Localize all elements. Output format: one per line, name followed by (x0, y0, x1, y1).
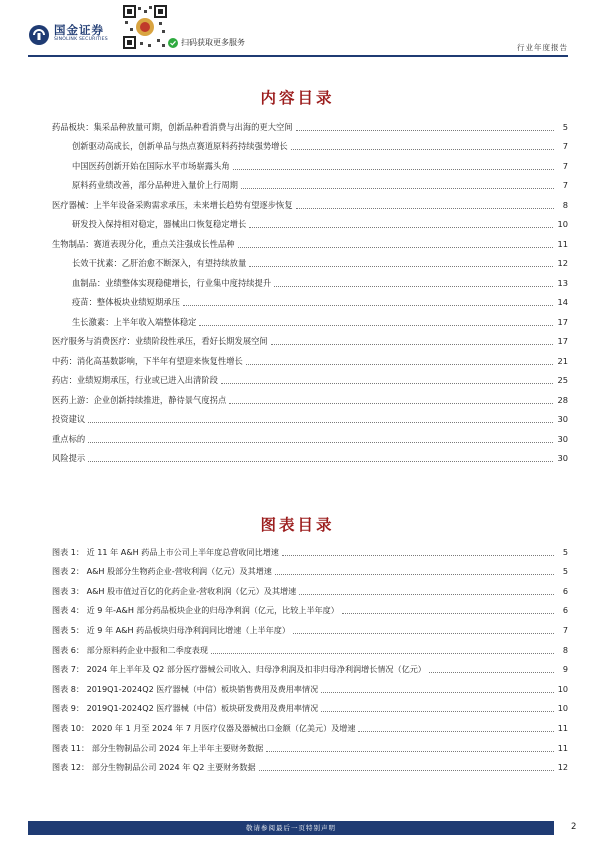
figure-entry-page: 6 (562, 605, 568, 616)
figure-dot-leader (342, 613, 554, 614)
toc-entry-title: 医疗器械：上半年设备采购需求承压，未来增长趋势有望逐步恢复 (52, 199, 293, 210)
figure-dot-leader (321, 711, 554, 712)
toc-entry[interactable] (52, 308, 568, 328)
brand-logo (28, 22, 128, 48)
toc-dot-leader (249, 227, 553, 228)
toc-entry[interactable] (52, 445, 568, 465)
footer-disclaimer: 敬请参阅最后一页特别声明 (246, 824, 336, 832)
footer-bar (28, 821, 554, 835)
toc-entry-title: 重点标的 (52, 433, 86, 444)
toc-entry-title: 中国医药创新开始在国际水平市场崭露头角 (72, 160, 230, 171)
toc-entry-page: 25 (557, 375, 568, 385)
figure-entry[interactable] (52, 616, 568, 636)
toc-dot-leader (249, 266, 553, 267)
toc-dot-leader (274, 286, 553, 287)
toc-entry-page: 7 (562, 160, 568, 171)
figure-entry[interactable] (52, 734, 568, 754)
toc-entry[interactable] (52, 328, 568, 348)
toc-entry-page: 12 (557, 258, 568, 268)
toc-entry[interactable] (52, 191, 568, 211)
toc-entry-page: 30 (557, 414, 568, 424)
toc-entry[interactable] (52, 269, 568, 289)
toc-entry-title: 药品板块：集采品种放量可期，创新品种看消费与出海的更大空间 (52, 121, 293, 132)
toc-entry[interactable] (52, 113, 568, 133)
toc-entry-title: 创新驱动高成长，创新单品与热点赛道原料药持续强势增长 (72, 141, 288, 151)
figure-entry-page: 10 (557, 683, 568, 694)
figure-entry[interactable] (52, 656, 568, 676)
toc-entry[interactable] (52, 152, 568, 172)
toc-entry[interactable] (52, 250, 568, 270)
figure-dot-leader (321, 692, 554, 693)
toc-entry[interactable] (52, 211, 568, 231)
figure-dot-leader (293, 633, 554, 634)
figure-entry-title: 图表 9： 2019Q1-2024Q2 医疗器械（中信）板块研发费用及费用率情况 (52, 703, 319, 714)
toc-entry[interactable] (52, 386, 568, 406)
header-divider (28, 55, 568, 57)
toc-entry[interactable] (52, 230, 568, 250)
toc-entry-page: 13 (557, 277, 568, 288)
toc-entry-page: 30 (557, 453, 568, 463)
toc-dot-leader (199, 325, 553, 326)
figure-entry[interactable] (52, 558, 568, 578)
figure-entry-title: 图表 10： 2020 年 1 月至 2024 年 7 月医疗仪器及器械出口金额（亿美元）及增速 (52, 722, 356, 733)
toc-dot-leader (238, 247, 554, 248)
qr-code-icon[interactable] (122, 4, 168, 50)
figure-dot-leader (299, 594, 554, 595)
scan-qr-text: 扫码获取更多服务 (181, 38, 245, 47)
toc-dot-leader (221, 383, 553, 384)
wechat-icon (168, 38, 178, 48)
figure-entry-title: 图表 3： A&H 股市值过百亿的化药企业-营收利润（亿元）及其增速 (52, 585, 297, 596)
toc-entry-title: 医药上游：企业创新持续推进，静待景气度拐点 (52, 394, 227, 405)
toc-dot-leader (296, 130, 554, 131)
toc-entry-title: 生长激素：上半年收入端整体稳定 (72, 316, 197, 327)
contents-list (52, 113, 568, 464)
figure-dot-leader (211, 653, 554, 654)
figure-entry-page: 5 (562, 566, 568, 577)
toc-entry-page: 21 (557, 355, 568, 366)
toc-entry-page: 7 (562, 141, 568, 151)
toc-dot-leader (229, 403, 553, 404)
figure-dot-leader (358, 731, 553, 732)
figure-entry-page: 11 (557, 742, 568, 753)
figure-entry-page: 11 (557, 722, 568, 733)
figure-list (52, 538, 568, 773)
toc-entry-title: 医疗服务与消费医疗：业绩阶段性承压，看好长期发展空间 (52, 336, 268, 346)
toc-entry-page: 5 (562, 121, 568, 132)
figure-entry-title: 图表 8： 2019Q1-2024Q2 医疗器械（中信）板块销售费用及费用率情况 (52, 683, 319, 694)
toc-entry[interactable] (52, 406, 568, 426)
figure-list-title: 图表目录 (260, 516, 335, 534)
toc-dot-leader (88, 422, 553, 423)
figure-entry-page: 10 (557, 703, 568, 714)
toc-entry-title: 中药：消化高基数影响，下半年有望迎来恢复性增长 (52, 355, 243, 366)
toc-dot-leader (271, 344, 554, 345)
toc-entry-page: 14 (557, 297, 568, 307)
figure-dot-leader (266, 751, 554, 752)
toc-title: 内容目录 (260, 89, 335, 107)
figure-entry[interactable] (52, 714, 568, 734)
figure-entry-page: 8 (562, 644, 568, 655)
toc-entry-page: 17 (557, 336, 568, 346)
figure-entry[interactable] (52, 577, 568, 597)
page-header (0, 0, 595, 60)
figure-entry-page: 7 (562, 624, 568, 635)
toc-entry[interactable] (52, 172, 568, 192)
toc-entry[interactable] (52, 367, 568, 387)
figure-entry-page: 9 (562, 664, 568, 675)
toc-entry-page: 10 (557, 219, 568, 229)
figure-entry-title: 图表 6： 部分原料药企业中报和二季度表现 (52, 644, 208, 655)
figure-dot-leader (275, 574, 554, 575)
figure-entry-title: 图表 2： A&H 股部分生物药企业-营收利润（亿元）及其增速 (52, 566, 272, 577)
toc-entry[interactable] (52, 133, 568, 153)
toc-dot-leader (246, 364, 554, 365)
toc-entry-page: 17 (557, 316, 568, 327)
brand-name-en: SINOLINK SECURITIES (54, 37, 108, 42)
toc-entry-title: 生物制品：赛道表现分化，重点关注强成长性品种 (52, 238, 235, 249)
toc-entry-page: 11 (557, 238, 568, 249)
toc-dot-leader (241, 188, 554, 189)
toc-entry-title: 投资建议 (52, 414, 86, 424)
figure-entry-page: 12 (557, 762, 568, 773)
figure-entry[interactable] (52, 597, 568, 617)
figure-entry-title: 图表 11： 部分生物制品公司 2024 年上半年主要财务数据 (52, 742, 264, 753)
report-type-label: 行业年度报告 (517, 43, 568, 52)
toc-dot-leader (88, 461, 553, 462)
toc-dot-leader (183, 305, 554, 306)
figure-entry-title: 图表 7： 2024 年上半年及 Q2 部分医疗器械公司收入、归母净利润及扣非归母净利润增长情况（亿元） (52, 664, 426, 675)
figure-entry-title: 图表 12： 部分生物制品公司 2024 年 Q2 主要财务数据 (52, 762, 256, 773)
toc-entry-page: 30 (557, 433, 568, 444)
figure-entry[interactable] (52, 754, 568, 774)
toc-entry-title: 药店：业绩短期承压，行业或已进入出清阶段 (52, 375, 218, 385)
toc-entry-title: 风险提示 (52, 453, 86, 463)
brand-name-cn: 国金证券 (54, 23, 104, 37)
toc-entry[interactable] (52, 347, 568, 367)
figure-entry-title: 图表 1： 近 11 年 A&H 药品上市公司上半年度总营收同比增速 (52, 546, 279, 557)
toc-entry-title: 血制品：业绩整体实现稳健增长，行业集中度持续提升 (72, 277, 272, 288)
toc-entry-title: 长效干扰素：乙肝治愈不断深入，有望持续放量 (72, 258, 247, 268)
toc-entry-title: 原料药业绩改善，部分品种进入量价上行周期 (72, 180, 238, 190)
toc-dot-leader (296, 208, 554, 209)
figure-entry-title: 图表 4： 近 9 年-A&H 部分药品板块企业的归母净利润（亿元，比较上半年度） (52, 605, 339, 616)
toc-entry[interactable] (52, 425, 568, 445)
figure-entry[interactable] (52, 695, 568, 715)
toc-entry[interactable] (52, 289, 568, 309)
figure-dot-leader (429, 672, 554, 673)
figure-entry-page: 6 (562, 585, 568, 596)
toc-dot-leader (88, 442, 553, 443)
figure-entry[interactable] (52, 636, 568, 656)
toc-entry-title: 疫苗：整体板块业绩短期承压 (72, 297, 180, 307)
figure-dot-leader (282, 555, 554, 556)
toc-entry-title: 研发投入保持相对稳定，器械出口恢复稳定增长 (72, 219, 247, 229)
figure-dot-leader (259, 770, 554, 771)
figure-entry-title: 图表 5： 近 9 年 A&H 药品板块归母净利润同比增速（上半年度） (52, 624, 290, 635)
toc-entry-page: 7 (562, 180, 568, 190)
toc-entry-page: 28 (557, 394, 568, 405)
toc-entry-page: 8 (562, 199, 568, 210)
brand-logo-icon (28, 24, 50, 46)
toc-dot-leader (291, 149, 554, 150)
figure-entry[interactable] (52, 538, 568, 558)
toc-dot-leader (233, 169, 554, 170)
page-number: 2 (571, 822, 577, 832)
figure-entry[interactable] (52, 675, 568, 695)
figure-entry-page: 5 (562, 546, 568, 557)
